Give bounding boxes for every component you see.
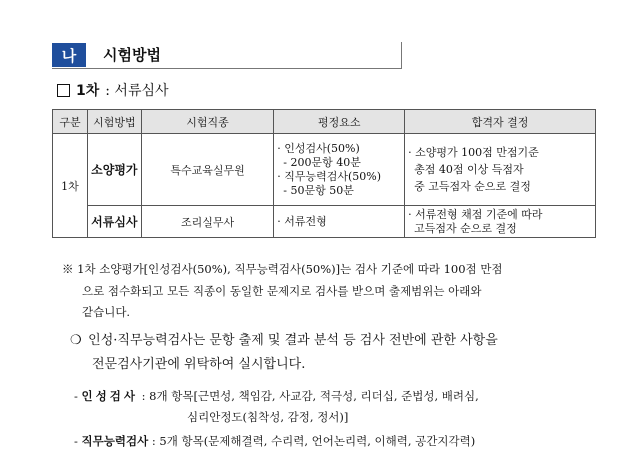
note-paragraph [62, 259, 602, 324]
subsection-heading [57, 80, 169, 100]
item-text: : 5개 항목(문제해결력, 수리력, 언어논리력, 이해력, 공간지각력) [151, 434, 476, 448]
bullet-line: 인성·직무능력검사는 문항 출제 및 결과 분석 등 검사 전반에 관한 사항을 [88, 333, 498, 348]
item-text-continued: 심리안정도(침착성, 감정, 정서)] [187, 410, 349, 424]
table-header-cell: 합격자 결정 [405, 110, 596, 134]
criteria-line: · 직무능력검사(50%) [277, 169, 382, 183]
bullet-paragraph [70, 329, 600, 377]
circle-bullet-icon: ❍ [70, 333, 82, 348]
checkbox-square-icon [57, 84, 70, 97]
table-row [53, 134, 596, 206]
item-job-ability-test [74, 433, 475, 449]
table-header-row [53, 110, 596, 134]
subsection-title: : 서류심사 [105, 83, 169, 99]
job-cell: 특수교육실무원 [141, 134, 274, 206]
note-line: 같습니다. [82, 305, 131, 319]
criteria-cell [274, 206, 405, 238]
criteria-line: - 50문항 50분 [283, 183, 354, 197]
criteria-line: - 200문항 40분 [283, 155, 361, 169]
dash-marker: - [74, 434, 78, 448]
criteria-cell [274, 134, 405, 206]
section-title-right-border [401, 42, 402, 69]
section-title-underline [52, 68, 402, 69]
subsection-number: 1차 [76, 83, 100, 99]
note-line: ※ 1차 소양평가[인성검사(50%), 직무능력검사(50%)]는 검사 기준에 따라 100점 만점 [62, 262, 503, 276]
stage-cell: 1차 [53, 134, 88, 238]
dash-marker: - [74, 389, 78, 403]
decision-line: 중 고득점자 순으로 결정 [414, 180, 531, 193]
method-cell: 소양평가 [87, 134, 141, 206]
decision-line: · 소양평가 100점 만점기준 [408, 146, 539, 159]
section-badge: 나 [52, 43, 86, 67]
section-title: 시험방법 [103, 46, 161, 64]
note-line: 으로 점수화되고 모든 직종이 동일한 문제지로 검사를 받으며 출제범위는 아래와 [82, 283, 482, 298]
table-header-cell: 평정요소 [274, 110, 405, 134]
method-cell: 서류심사 [87, 206, 141, 238]
job-cell: 조리실무사 [141, 206, 274, 238]
item-label: 직무능력검사 [81, 434, 149, 448]
decision-line: 총점 40점 이상 득점자 [414, 163, 524, 176]
item-label: 인성검사 [81, 389, 138, 403]
criteria-line: · 인성검사(50%) [277, 141, 360, 155]
table-header-cell: 시험방법 [87, 110, 141, 134]
item-text: : 8개 항목[근면성, 책임감, 사교감, 적극성, 리더십, 준법성, 배려심, [141, 389, 479, 403]
bullet-line: 전문검사기관에 위탁하여 실시합니다. [92, 357, 306, 372]
table-row [53, 206, 596, 238]
decision-line: 고득점자 순으로 결정 [414, 221, 517, 235]
decision-cell [405, 206, 596, 238]
exam-method-table [52, 109, 596, 238]
criteria-line: · 서류전형 [277, 214, 327, 228]
decision-cell [405, 134, 596, 206]
table-header-cell: 시험직종 [141, 110, 274, 134]
decision-line: · 서류전형 채점 기준에 따라 [408, 207, 543, 221]
item-personality-test [74, 386, 479, 428]
table-header-cell: 구분 [53, 110, 88, 134]
